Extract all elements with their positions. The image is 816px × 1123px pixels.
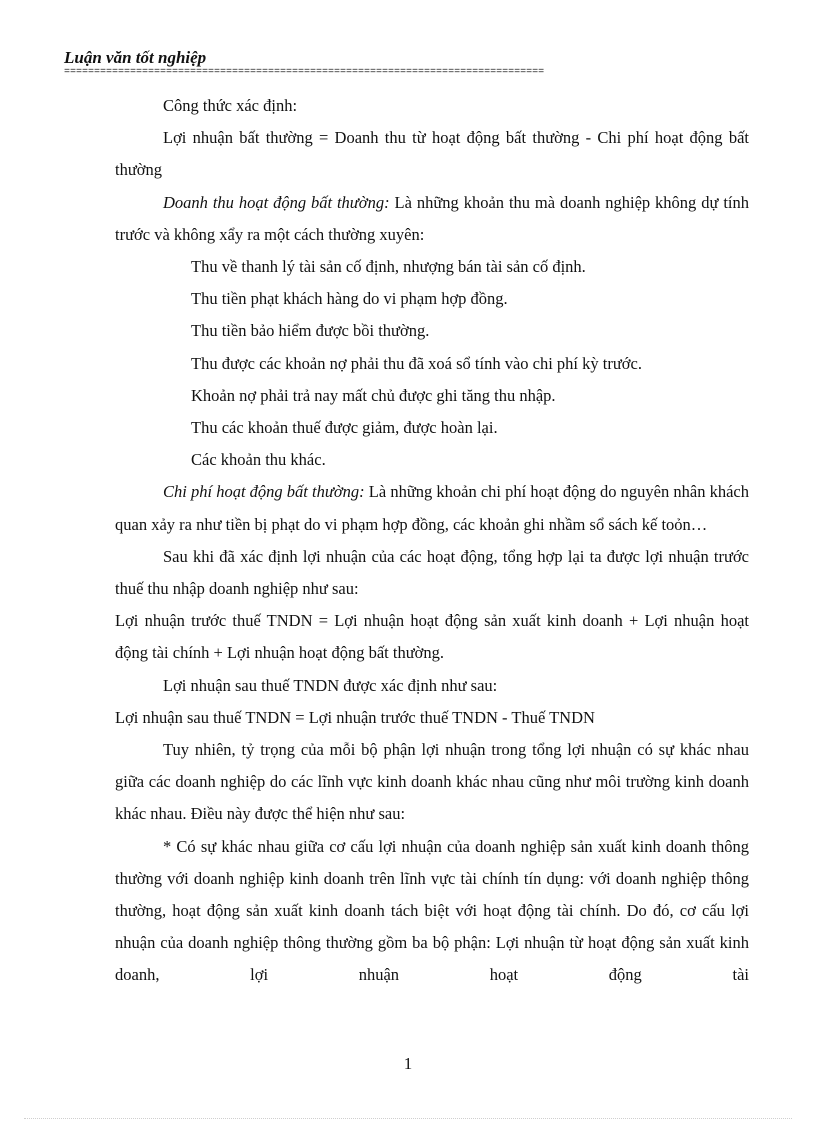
paragraph-formula: Lợi nhuận bất thường = Doanh thu từ hoạt động bất thường - Chi phí hoạt động bất thường: [115, 128, 749, 180]
paragraph-pretax-formula: Lợi nhuận trước thuế TNDN = Lợi nhuận hoạt động sản xuất kinh doanh + Lợi nhuận hoạt động tài chính + Lợi nhuận hoạt động bất thường.: [115, 611, 749, 663]
page-bottom-border: [24, 1118, 792, 1119]
paragraph-revenue-definition: [115, 187, 749, 251]
paragraph-structure-detail: * Có sự khác nhau giữa cơ cấu lợi nhuận của doanh nghiệp sản xuất kinh doanh thông thường với doanh nghiệp kinh doanh trên lĩnh vực tài chính tín dụng: với doanh nghiệp thông thường, hoạt động sản xuất kinh doanh tách biệt với hoạt động tài chính. Do đó, cơ cấu lợi nhuận của doanh nghiệp thông thường gồm ba bộ phận: Lợi nhuận từ hoạt động sản xuất kinh doanh, lợi nhuận hoạt động tài: [115, 836, 749, 985]
list-item: Khoản nợ phải trả nay mất chủ được ghi tăng thu nhập.: [191, 385, 556, 405]
list-item: Thu tiền phạt khách hàng do vi phạm hợp đồng.: [191, 289, 508, 309]
list-item: Thu các khoản thuế được giảm, được hoàn lại.: [191, 418, 498, 438]
header-divider: ================================================================================: [64, 68, 545, 78]
page-number: 1: [403, 1054, 413, 1073]
expense-term: Chi phí hoạt động bất thường:: [163, 482, 365, 502]
expense-definition-text: Là những khoản chi phí hoạt động do nguyên nhân khách quan xảy ra như tiền bị phạt do vi phạm hợp đồng, các khoản ghi nhầm sổ sách kế toỏn…: [115, 482, 749, 534]
revenue-term: Doanh thu hoạt động bất thường:: [163, 192, 390, 212]
paragraph-formula-intro: Công thức xác định:: [163, 96, 298, 115]
paragraph-summary: Sau khi đã xác định lợi nhuận của các hoạt động, tổng hợp lại ta được lợi nhuận trước thuế thu nhập doanh nghiệp như sau:: [115, 546, 749, 599]
paragraph-expense-definition: [115, 476, 749, 540]
paragraph-structure-intro: Tuy nhiên, tỷ trọng của mỗi bộ phận lợi nhuận trong tổng lợi nhuận có sự khác nhau giữa các doanh nghiệp do các lĩnh vực kinh doanh khác nhau cũng như môi trường kinh doanh khác nhau. Điều này được thể hiện như sau:: [115, 740, 749, 824]
list-item: Các khoản thu khác.: [191, 450, 326, 470]
paragraph-aftertax-intro: Lợi nhuận sau thuế TNDN được xác định như sau:: [163, 675, 498, 695]
revenue-definition-text: Là những khoản thu mà doanh nghiệp không dự tính trước và không xẩy ra một cách thường xuyên:: [115, 192, 749, 244]
list-item: Thu tiền bảo hiểm được bồi thường.: [191, 321, 430, 341]
list-item: Thu về thanh lý tài sản cố định, nhượng bán tài sản cố định.: [191, 257, 586, 277]
page-body: [115, 90, 749, 992]
paragraph-aftertax-formula: Lợi nhuận sau thuế TNDN = Lợi nhuận trước thuế TNDN - Thuế TNDN: [115, 707, 595, 727]
header-title: Luận văn tốt nghiệp: [64, 48, 207, 67]
list-item: Thu được các khoản nợ phải thu đã xoá sổ tính vào chi phí kỳ trước.: [191, 353, 642, 373]
